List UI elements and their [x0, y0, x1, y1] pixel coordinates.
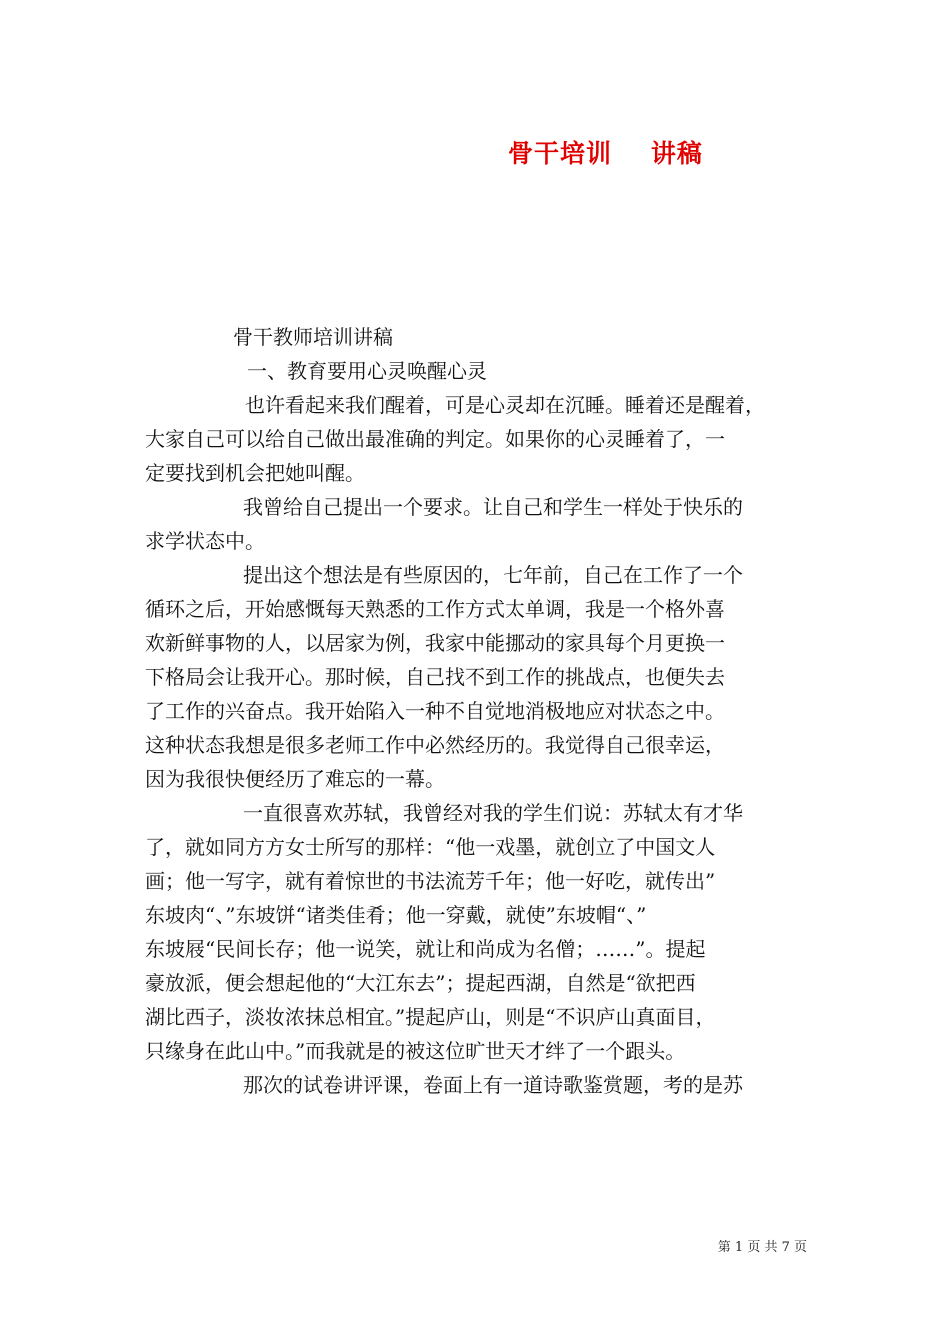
body-line: 也许看起来我们醒着，可是心灵却在沉睡。睡着还是醒着， [245, 393, 765, 417]
body-line: 画；他一写字，就有着惊世的书法流芳千年；他一好吃，就传出” [145, 869, 716, 893]
body-line: 这种状态我想是很多老师工作中必然经历的。我觉得自己很幸运， [145, 733, 725, 757]
body-line: 豪放派，便会想起他的“大江东去”；提起西湖，自然是“欲把西 [145, 971, 696, 995]
body-line: 东坡肉“、”东坡饼“诸类佳肴；他一穿戴，就使”东坡帽“、” [145, 903, 647, 927]
body-line: 欢新鲜事物的人，以居家为例，我家中能挪动的家具每个月更换一 [145, 631, 725, 655]
body-line: 东坡屐“民间长存；他一说笑，就让和尚成为名僧；……”。提起 [145, 937, 706, 961]
body-line: 因为我很快便经历了难忘的一幕。 [145, 767, 445, 791]
body-line: 那次的试卷讲评课，卷面上有一道诗歌鉴赏题，考的是苏 [243, 1073, 743, 1097]
body-line: 求学状态中。 [145, 529, 265, 553]
body-line: 了，就如同方方女士所写的那样：“他一戏墨，就创立了中国文人 [145, 835, 716, 859]
body-line: 提出这个想法是有些原因的，七年前，自己在工作了一个 [243, 563, 743, 587]
body-line: 只缘身在此山中。”而我就是的被这位旷世天才绊了一个跟头。 [145, 1039, 686, 1063]
body-line: 了工作的兴奋点。我开始陷入一种不自觉地消极地应对状态之中。 [145, 699, 725, 723]
body-line: 一直很喜欢苏轼，我曾经对我的学生们说：苏轼太有才华 [243, 801, 743, 825]
body-line: 循环之后，开始感慨每天熟悉的工作方式太单调，我是一个格外喜 [145, 597, 725, 621]
body-line: 大家自己可以给自己做出最准确的判定。如果你的心灵睡着了，一 [145, 427, 725, 451]
body-line: 定要找到机会把她叫醒。 [145, 461, 365, 485]
body-heading: 骨干教师培训讲稿 [233, 325, 393, 349]
body-line: 我曾给自己提出一个要求。让自己和学生一样处于快乐的 [243, 495, 743, 519]
body-line: 下格局会让我开心。那时候，自己找不到工作的挑战点，也便失去 [145, 665, 725, 689]
body-line: 湖比西子，淡妆浓抹总相宜。”提起庐山，则是“不识庐山真面目， [145, 1005, 716, 1029]
document-body [145, 320, 807, 1102]
document-title: 骨干培训 讲稿 [508, 139, 703, 168]
page-number: 第 1 页 共 7 页 [717, 1240, 807, 1255]
section-heading: 一、教育要用心灵唤醒心灵 [247, 359, 487, 383]
